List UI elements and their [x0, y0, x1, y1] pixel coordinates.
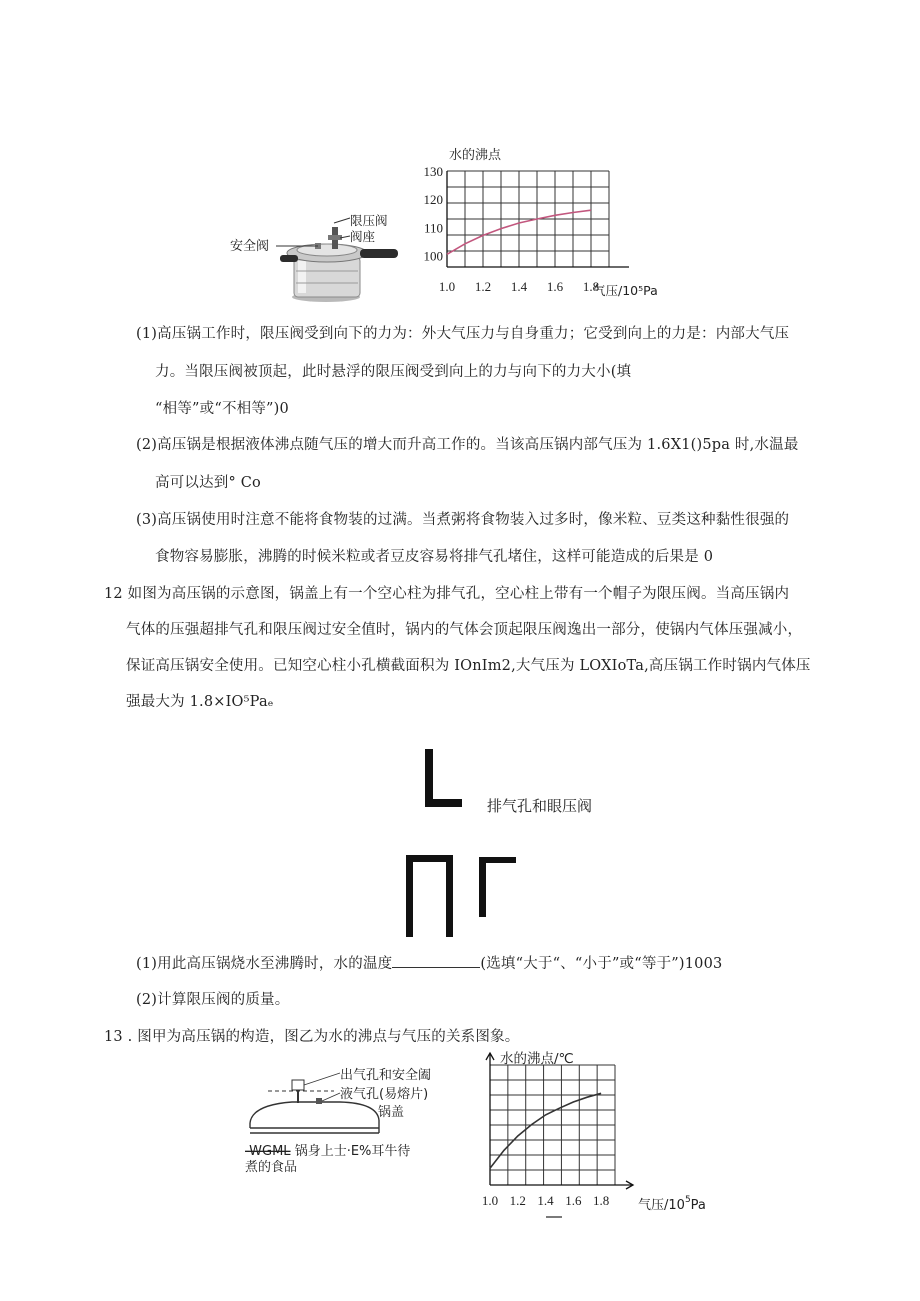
- q13-food-label: 煮的食品: [245, 1160, 298, 1175]
- y-tick-label: 110: [423, 220, 443, 236]
- boiling-point-curve: [490, 1093, 601, 1168]
- q12-sub1-answer-blank[interactable]: [392, 954, 480, 968]
- chart2-x-axis-label: [638, 1195, 706, 1213]
- x-tick-label: 1.2: [474, 279, 492, 294]
- q12-line1: 12 如图为高压锅的示意图，锅盖上有一个空心柱为排气孔，空心柱上带有一个帽子为限压阀。当高压锅内: [104, 586, 790, 602]
- q13-vent-label: 出气孔和安全阖: [340, 1068, 432, 1083]
- q11-part1-line1: (1)高压锅工作时，限压阀受到向下的力为：外大气压力与自身重力；它受到向上的力是：内部大气压: [136, 326, 790, 342]
- q13-fusible-label: 液气孔(易熔片): [340, 1087, 429, 1102]
- q12-figure-label: 排气孔和眼压阀: [487, 797, 593, 815]
- q13-body-label-b: 锅身上士·E%耳牛待: [290, 1144, 411, 1159]
- q13-cooker-structure-diagram: [242, 1065, 457, 1180]
- pressure-cooker-figure: [222, 205, 412, 305]
- q11-part3-line2: 食物容易膨胀，沸腾的时候米粒或者豆皮容易将排气孔堵住，这样可能造成的后果是 0: [155, 549, 714, 565]
- boiling-point-chart-2: [462, 1050, 722, 1220]
- q12-sub1-text-a: (1)用此高压锅烧水至沸腾时，水的温度: [136, 956, 393, 972]
- x-tick-label: 1.4: [510, 279, 528, 294]
- x-tick-label: 1.8: [582, 279, 600, 294]
- x-tick-label: 1.6: [546, 279, 564, 294]
- q11-part1-line3: “相等”或“不相等”)0: [155, 401, 289, 417]
- q11-part2-line1: (2)高压锅是根据液体沸点随气压的增大而升高工作的。当该高压锅内部气压为 1.6X1()5pa 时,水温最: [136, 437, 799, 453]
- q11-part1-line2: 力。当限压阀被顶起，此时悬浮的限压阀受到向上的力与向下的力大小(填: [155, 364, 632, 380]
- safety-valve-label: 安全阀: [230, 239, 270, 254]
- chart1-x-axis-label: 气压/10⁵Pa: [593, 283, 658, 298]
- boiling-point-chart-1: [415, 143, 675, 308]
- q13-line1: 13 . 图甲为高压锅的构造，图乙为水的沸点与气压的关系图象。: [104, 1029, 520, 1045]
- y-tick-label: 120: [423, 192, 443, 208]
- chart2-x-axis-label-sup: 5: [684, 1195, 691, 1205]
- x-tick-label: 1.4: [537, 1193, 554, 1208]
- q12-sub1-text-b: (选填“大于“、“小于”或“等于”)1003: [480, 956, 723, 972]
- q11-part2-line2: 高可以达到° Co: [155, 475, 261, 491]
- x-tick-label: 1.8: [592, 1193, 610, 1208]
- chart2-title: 水的沸点/℃: [500, 1051, 574, 1067]
- y-tick-label: 100: [423, 248, 443, 264]
- q13-body-label-a: -WGML: [245, 1144, 291, 1159]
- pressure-valve-label: 限压阀: [350, 213, 388, 228]
- x-tick-label: 1.6: [565, 1193, 582, 1208]
- x-tick-label: 1.2: [509, 1193, 526, 1208]
- q12-sub1: [136, 952, 722, 973]
- q12-sub2: (2)计算限压阀的质量。: [136, 992, 290, 1008]
- q12-line3: 保证高压锅安全使用。已知空心柱小孔横截面积为 IOnIm2,大气压为 LOXIoTa,高压锅工作时锅内气体压: [126, 658, 811, 674]
- q13-body-label: [245, 1143, 410, 1159]
- chart1-title: 水的沸点: [449, 148, 502, 163]
- q13-lid-label: 锅盖: [378, 1105, 405, 1120]
- chart2-x-axis-label-main: 气压/10: [638, 1198, 685, 1213]
- chart2-x-axis-label-unit: Pa: [690, 1198, 706, 1213]
- q12-line2: 气体的压强超排气孔和限压阀过安全值时，锅内的气体会顶起限压阀逸出一部分，使锅内气体压强减小，: [126, 622, 803, 638]
- q12-cooker-diagram: [400, 745, 530, 940]
- valve-seat-label: 阀座: [350, 229, 376, 244]
- q11-part3-line1: (3)高压锅使用时注意不能将食物装的过满。当煮粥将食物装入过多时，像米粒、豆类这种黏性很强的: [136, 512, 790, 528]
- q12-line4: 强最大为 1.8×IO⁵Paₑ: [126, 694, 274, 710]
- x-tick-label: 1.0: [438, 279, 456, 294]
- y-tick-label: 130: [423, 164, 443, 179]
- x-tick-label: 1.0: [481, 1193, 499, 1208]
